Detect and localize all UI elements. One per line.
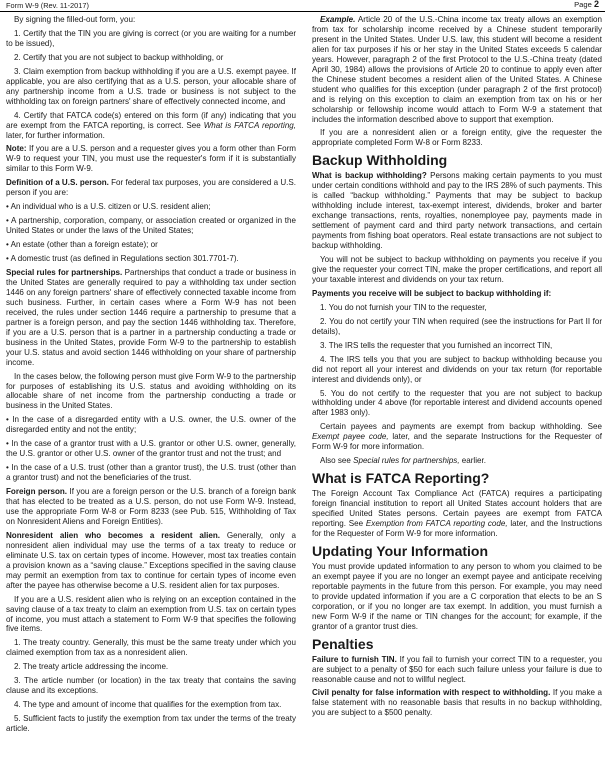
penalty-paragraph: Civil penalty for false information with respect to withholding. If you make a false statement with no reasonable basis that results in no backup withholding, you are subject to a $500 penalty. <box>312 688 602 718</box>
list-item: 2. You do not certify your TIN when required (see the instructions for Part II for details), <box>312 316 602 336</box>
page-number: Page 2 <box>574 0 599 9</box>
bullet-item: • In the case of a U.S. trust (other than a grantor trust), the U.S. trust (other than a grantor trust) and not the beneficiaries of the trust. <box>6 463 296 483</box>
paragraph: If you are a nonresident alien or a foreign entity, give the requester the appropriate completed Form W-8 or Form 8233. <box>312 128 602 148</box>
bullet-item: • An individual who is a U.S. citizen or U.S. resident alien; <box>6 202 211 212</box>
list-item: 1. You do not furnish your TIN to the requester, <box>320 302 487 312</box>
list-item: 4. The type and amount of income that qualifies for the exemption from tax. <box>14 700 282 710</box>
page-number-value: 2 <box>593 0 599 9</box>
cross-reference-link[interactable]: Exempt payee code, <box>312 432 389 442</box>
page-header <box>0 0 605 12</box>
bullet-item: • In the case of a grantor trust with a U.S. grantor or other U.S. owner, generally, the U.S. grantor or other U.S. owner of the grantor trust and not the trust; and <box>6 439 296 459</box>
list-item: 3. The IRS tells the requester that you furnished an incorrect TIN, <box>320 340 553 350</box>
left-column <box>6 15 296 775</box>
list-item: 5. You do not certify to the requester that you are not subject to backup withholding under 4 above (for reportable interest and dividend accounts opened after 1983 only). <box>312 388 602 418</box>
list-item: 4. Certify that FATCA code(s) entered on this form (if any) indicating that you are exempt from the FATCA reporting, is correct. See What is FATCA reporting, later, for further information. <box>6 110 296 140</box>
subheading: Payments you receive will be subject to backup withholding if: <box>312 288 552 298</box>
definition-paragraph: Definition of a U.S. person. For federal tax purposes, you are considered a U.S. person if you are: <box>6 178 296 198</box>
list-item: 5. Sufficient facts to justify the exemption from tax under the terms of the treaty article. <box>6 714 296 734</box>
fatca-paragraph: The Foreign Account Tax Compliance Act (FATCA) requires a participating foreign financial institution to report all United States account holders that are specified United States persons. Certain payees are exempt from FATCA reporting. See Exemption from FATCA reporting code, later, and the Instructions for the Requester of Form W-9 for more information. <box>312 489 602 538</box>
section-heading-fatca: What is FATCA Reporting? <box>312 470 490 487</box>
list-item: 1. Certify that the TIN you are giving is correct (or you are waiting for a number to be issued), <box>6 28 296 48</box>
partnership-rules-paragraph: Special rules for partnerships. Partnerships that conduct a trade or business in the United States are generally required to pay a withholding tax under section 1446 on any foreign partners' share of effectively connected taxable income from such business. Further, in certain cases where a Form W-9 has not been received, the rules under section 1446 require a partnership to presume that a partner is a foreign person, and pay the section 1446 withholding tax. Therefore, if you are a U.S. person that is a partner in a partnership conducting a trade or business in the United States, provide Form W-9 to the partnership to establish your U.S. status and avoid section 1446 withholding on your share of partnership income. <box>6 268 296 367</box>
paragraph: In the cases below, the following person must give Form W-9 to the partnership for purposes of establishing its U.S. status and avoiding withholding on its allocable share of net income from the partnership conducting a trade or business in the United States. <box>6 371 296 411</box>
bullet-item: • An estate (other than a foreign estate); or <box>6 240 158 250</box>
section-heading-updating: Updating Your Information <box>312 542 489 559</box>
cross-reference-link[interactable]: Special rules for partnerships, <box>353 456 460 466</box>
bullet-item: • A partnership, corporation, company, or association created or organized in the United States or under the laws of the United States; <box>6 216 296 236</box>
list-item: 2. Certify that you are not subject to backup withholding, or <box>14 52 224 62</box>
form-id: Form W-9 (Rev. 11-2017) <box>6 1 89 10</box>
cross-reference-link[interactable]: Exemption from FATCA reporting code, <box>365 519 508 529</box>
paragraph: You will not be subject to backup withholding on payments you receive if you give the requester your correct TIN, make the proper certifications, and report all your taxable interest and dividends on your tax return. <box>312 255 602 284</box>
section-heading-backup-withholding: Backup Withholding <box>312 152 448 169</box>
list-item: 3. Claim exemption from backup withholding if you are a U.S. exempt payee. If applicable, you are also certifying that as a U.S. person, your allocable share of any partnership income from a U.S. trade or business is not subject to the withholding tax on foreign partners' share of effectively connected income, and <box>6 66 296 106</box>
foreign-person-paragraph: Foreign person. If you are a foreign person or the U.S. branch of a foreign bank that has elected to be treated as a U.S. person, do not use Form W-9. Instead, use the appropriate Form W-8 or Form 8233 (see Pub. 515, Withholding of Tax on Nonresident Aliens and Foreign Entities). <box>6 487 296 526</box>
nonresident-alien-paragraph: Nonresident alien who becomes a resident alien. Generally, only a nonresident alien individual may use the terms of a tax treaty to reduce or eliminate U.S. tax on certain types of income. However, most tax treaties contain a provision known as a “saving clause.” Exceptions specified in the saving clause may permit an exemption from tax to continue for certain types of income even after the payee has otherwise become a U.S. resident alien for tax purposes. <box>6 530 296 590</box>
paragraph: Certain payees and payments are exempt from backup withholding. See Exempt payee code, later, and the separate Instructions for the Requester of Form W-9 for more information. <box>312 422 602 452</box>
backup-withholding-paragraph: What is backup withholding? Persons making certain payments to you must under certain conditions withhold and pay to the IRS 28% of such payments. This is called “backup withholding.” Payments that may be subject to backup withholding include interest, tax-exempt interest, dividends, broker and barter exchange transactions, rents, royalties, nonemployee pay, payments made in settlement of payment card and third party network transactions, and certain payments from fishing boat operators. Real estate transactions are not subject to backup withholding. <box>312 171 602 251</box>
update-paragraph: You must provide updated information to any person to whom you claimed to be an exempt payee if you are no longer an exempt payee and anticipate receiving reportable payments in the future from this person. For example, you may need to provide updated information if you are a C corporation that elects to be an S corporation, or if you no longer are tax exempt. In addition, you must furnish a new Form W-9 if the name or TIN changes for the account; for example, if the grantor of a grantor trust dies. <box>312 561 602 631</box>
section-heading-penalties: Penalties <box>312 635 374 652</box>
paragraph: By signing the filled-out form, you: <box>14 15 136 24</box>
cross-reference-link[interactable]: What is FATCA reporting, <box>203 120 296 130</box>
list-item: 4. The IRS tells you that you are subject to backup withholding because you did not report all your interest and dividends on your tax return (for reportable interest and dividends only), or <box>312 354 602 384</box>
bullet-item: • In the case of a disregarded entity with a U.S. owner, the U.S. owner of the disregarded entity and not the entity; <box>6 415 296 435</box>
penalty-paragraph: Failure to furnish TIN. If you fail to furnish your correct TIN to a requester, you are subject to a penalty of $50 for each such failure unless your failure is due to reasonable cause and not to willful neglect. <box>312 654 602 684</box>
example-paragraph: Example. Article 20 of the U.S.-China income tax treaty allows an exemption from tax for scholarship income received by a Chinese student temporarily present in the United States. Under U.S. law, this student will become a resident alien for tax purposes if his or her stay in the United States exceeds 5 calendar years. However, paragraph 2 of the first Protocol to the U.S.-China treaty (dated April 30, 1984) allows the provisions of Article 20 to continue to apply even after the Chinese student becomes a resident alien of the United States. A Chinese student who qualifies for this exception (under paragraph 2 of the first protocol) and is relying on this exception to claim an exemption from tax on his or her scholarship or fellowship income would attach to Form W-9 a statement that includes the information described above to support that exemption. <box>312 15 602 124</box>
right-column <box>312 15 602 775</box>
bullet-item: • A domestic trust (as defined in Regulations section 301.7701-7). <box>6 254 239 264</box>
note-paragraph: Note: If you are a U.S. person and a requester gives you a form other than Form W-9 to request your TIN, you must use the requester's form if it is substantially similar to this Form W-9. <box>6 144 296 174</box>
list-item: 2. The treaty article addressing the income. <box>14 662 169 672</box>
paragraph: Also see Special rules for partnerships, earlier. <box>320 456 486 466</box>
list-item: 1. The treaty country. Generally, this must be the same treaty under which you claimed exemption from tax as a nonresident alien. <box>6 638 296 658</box>
list-item: 3. The article number (or location) in the tax treaty that contains the saving clause and its exceptions. <box>6 676 296 696</box>
paragraph: If you are a U.S. resident alien who is relying on an exception contained in the saving clause of a tax treaty to claim an exemption from U.S. tax on certain types of income, you must attach a statement to Form W-9 that specifies the following five items. <box>6 594 296 634</box>
